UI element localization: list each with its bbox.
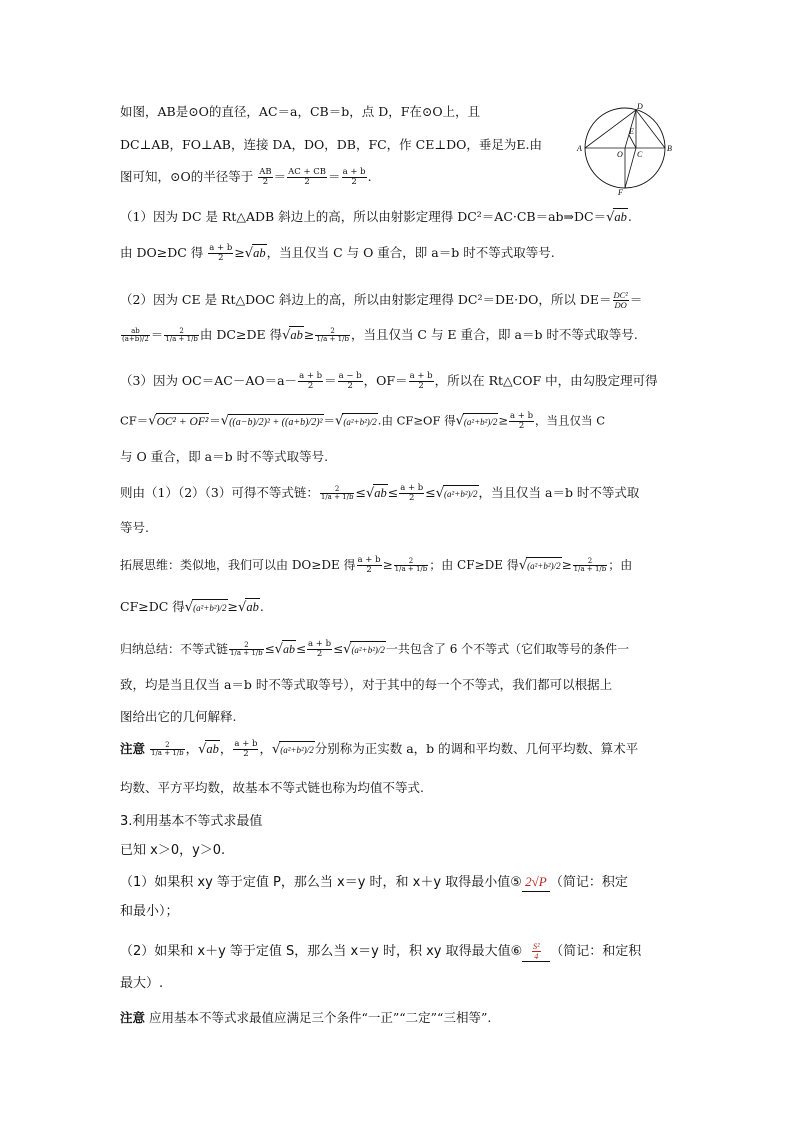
p2-text-2c: ，当且仅当 C 与 E 重合，即 a＝b 时不等式取等号. (350, 327, 638, 342)
fraction-den: 2 (262, 177, 269, 187)
summary-text-1e: 一共包含了 6 个不等式（它们取等号的条件一 (385, 642, 630, 656)
section-3-item-1-cont (120, 904, 179, 920)
p1-text-1: （1）因为 DC 是 Rt△ADB 斜边上的高，所以由射影定理得 DC²＝AC·CB＝ab⇒DC＝ (120, 209, 607, 224)
fraction-den: 2 (347, 381, 353, 391)
item-1-text-c: 和最小）； (120, 904, 179, 919)
fraction (258, 168, 272, 187)
intro-text-1: 如图，AB是⊙O的直径，AC＝a，CB＝b，点 D，F在⊙O上，且 (120, 104, 481, 119)
section-3-item-2-cont (120, 976, 163, 992)
item-2-text-a: （2）如果和 x＋y 等于定值 S，那么当 x＝y 时，积 xy 取得最大值⑥ (120, 944, 523, 959)
chain-text-1a: 则由（1）（2）（3）可得不等式链： (120, 485, 319, 500)
p2-line-2 (120, 326, 638, 344)
note2-text: 应用基本不等式求最值应满足三个条件“一正”“二定”“三相等”. (149, 1010, 492, 1025)
summary-text-3: 图给出它的几何解释. (120, 709, 237, 724)
ext-text-2a: CF≥DC 得 (120, 599, 185, 614)
fraction-num: 2 (320, 486, 355, 495)
summary-line-3 (120, 709, 236, 725)
symbol: . (627, 209, 632, 224)
label-e: E (629, 127, 634, 136)
radicand: ab (246, 600, 259, 614)
fraction (315, 328, 350, 344)
fraction-num: a + b (357, 555, 381, 565)
section-3-title (120, 814, 262, 830)
fraction-den: 2 (304, 177, 310, 187)
ext-line-1 (120, 556, 632, 575)
intro-line-3 (120, 168, 372, 187)
item-1-text-b: （简记：积定 (549, 875, 628, 890)
symbol: ＝ (209, 413, 221, 428)
fraction (233, 740, 258, 759)
note-label: 注意 (120, 741, 146, 756)
fraction-den: 1/a + 1/b (573, 565, 607, 573)
fraction (342, 168, 367, 187)
radicand: ab (374, 486, 387, 500)
symbol: ＝ (273, 169, 287, 184)
fraction-den: 1/a + 1/b (230, 649, 263, 657)
p1-text-2c: ，当且仅当 C 与 O 重合，即 a＝b 时不等式取等号. (266, 245, 555, 260)
p3-text-1a: （3）因为 OC＝AC－AO＝a－ (120, 373, 298, 388)
note1-line-2 (120, 780, 424, 796)
sqrt-icon: √ (220, 413, 230, 429)
fraction-num: a + b (409, 371, 433, 381)
p3-line-3 (120, 449, 328, 465)
symbol: ≥ (382, 558, 393, 572)
radicand: (a²+b²)/2 (279, 741, 314, 758)
symbol: ， (259, 741, 272, 756)
fraction (409, 372, 434, 391)
fraction-num: 2 (394, 558, 429, 567)
fraction (307, 640, 332, 659)
radicand: ab (206, 742, 219, 756)
sqrt-icon: √ (455, 413, 464, 429)
ext-text-1e: ；由 (608, 558, 633, 572)
intro-line-2 (120, 137, 542, 153)
p2-text-2a: 由 DC≥DE 得 (199, 327, 283, 342)
fraction (357, 556, 382, 575)
fraction-num: ab (121, 328, 150, 337)
p1-line-2 (120, 244, 555, 263)
fraction (164, 328, 199, 344)
fraction-num: a + b (400, 483, 424, 493)
symbol: ≤ (264, 642, 275, 656)
symbol: ≤ (333, 642, 344, 656)
fraction (208, 244, 233, 263)
fraction-num: a + b (342, 167, 366, 177)
fraction (229, 642, 264, 658)
answer-blank-6 (522, 942, 550, 962)
fraction-den: 1/a + 1/b (320, 493, 354, 501)
fraction-den: 2 (518, 421, 525, 431)
radicand: (a²+b²)/2 (342, 413, 377, 430)
radicand: (a²+b²)/2 (526, 557, 561, 574)
fraction (509, 412, 534, 431)
symbol: ， (219, 741, 233, 756)
radicand: ab (290, 328, 303, 342)
summary-line-2 (120, 677, 612, 693)
fraction-den: 2 (409, 493, 415, 503)
summary-line-1 (120, 640, 629, 659)
symbol: ≥ (227, 599, 239, 614)
chain-text-2: 等号. (120, 520, 149, 535)
radicand: (a²+b²)/2 (350, 641, 385, 658)
fraction-den: 2 (243, 749, 249, 759)
sqrt-icon: √ (335, 413, 344, 429)
symbol: . (259, 599, 264, 614)
p2-line-1 (120, 291, 642, 310)
symbol: ， (185, 741, 199, 756)
answer-blank-5 (522, 874, 550, 892)
fraction-den: 2 (418, 381, 424, 391)
radicand: (a²+b²)/2 (192, 599, 227, 616)
symbol: ＝ (629, 292, 643, 307)
ext-text-1a: 拓展思维：类似地，我们可以由 DO≥DE 得 (120, 558, 356, 572)
intro-text-3: 图可知，⊙O的半径等于 (120, 169, 254, 184)
ext-line-2 (120, 598, 264, 616)
fraction-den: 2 (218, 253, 224, 263)
p3-line-2 (120, 412, 605, 431)
fraction-num: DC² (613, 290, 628, 300)
sqrt-icon: √ (282, 328, 291, 343)
fraction-den: 1/a + 1/b (394, 565, 428, 573)
label-b: B (667, 144, 672, 153)
fraction-den: 1/a + 1/b (151, 749, 184, 757)
p1-text-2a: 由 DO≥DC 得 (120, 245, 204, 260)
fraction-num: a + b (510, 411, 534, 421)
label-o: O (617, 150, 623, 159)
chain-line-1 (120, 484, 639, 503)
fraction-num: AC + CB (288, 167, 327, 177)
fraction-den: 1/a + 1/b (316, 335, 349, 343)
sqrt-icon: √ (198, 742, 207, 757)
ext-text-1c: ；由 CF≥DE 得 (429, 558, 519, 572)
fraction-num: a − b (338, 371, 362, 381)
item-2-text-c: 最大）. (120, 976, 164, 991)
fraction-den: (a+b)/2 (122, 335, 149, 343)
symbol: ≤ (387, 485, 399, 500)
item-1-text-a: （1）如果积 xy 等于定值 P，那么当 x＝y 时，和 x＋y 取得最小值⑤ (120, 875, 522, 890)
answer-6 (532, 942, 541, 961)
sqrt-icon: √ (148, 413, 157, 429)
section-3-item-2 (120, 942, 641, 962)
p3-text-1b: ，OF＝ (363, 373, 408, 388)
sqrt-icon: √ (244, 246, 254, 261)
symbol: . (367, 169, 372, 184)
segment-fc (625, 148, 636, 188)
summary-text-2: 致，均是当且仅当 a＝b 时不等式取等号），对于其中的每一个不等式，我们都可以根据上 (120, 677, 613, 692)
radicand: (a²+b²)/2 (443, 485, 478, 502)
fraction-den: DO (614, 300, 627, 310)
fraction-num: 2 (315, 328, 350, 337)
section-3-title-text: 3.利用基本不等式求最值 (120, 814, 263, 829)
fraction-num: a + b (209, 243, 233, 253)
label-f: F (618, 188, 623, 196)
fraction (150, 742, 185, 758)
symbol: ＝ (328, 169, 341, 184)
note2-line (120, 1010, 491, 1026)
fraction-num: a + b (234, 739, 258, 749)
sqrt-icon: √ (271, 742, 281, 757)
note1-text-2: 均数、平方平均数，故基本不等式链也称为均值不等式. (120, 780, 424, 795)
fraction-den: 1/a + 1/b (165, 335, 198, 343)
segment-ce (629, 135, 636, 148)
symbol: ≤ (425, 485, 436, 500)
radicand: ab (282, 642, 295, 656)
intro-text-2: DC⊥AB，FO⊥AB，连接 DA，DO，DB，FC，作 CE⊥DO，垂足为E.由 (120, 137, 542, 152)
item-2-text-b: （简记：和定积 (550, 944, 642, 959)
p3-text-2d: ，当且仅当 C (535, 413, 606, 428)
fraction-num: 2 (573, 558, 608, 567)
sqrt-icon: √ (274, 642, 283, 657)
fraction-den: 2 (307, 381, 314, 391)
p3-text-3: 与 O 重合，即 a＝b 时不等式取等号. (120, 449, 329, 464)
label-d: D (637, 102, 643, 111)
section-3-given-text: 已知 x＞0，y＞0. (120, 843, 226, 858)
section-3-given (120, 843, 225, 859)
symbol: ＝ (324, 373, 337, 388)
sqrt-icon: √ (343, 642, 352, 657)
sqrt-icon: √ (184, 600, 194, 615)
fraction-num: AB (259, 167, 272, 177)
label-c: C (637, 150, 643, 159)
fraction-num: 2 (229, 642, 264, 651)
intro-line-1 (120, 104, 480, 120)
fraction (320, 486, 355, 502)
symbol: ＝ (323, 413, 336, 428)
fraction-num: S² (532, 941, 540, 951)
p2-text-1: （2）因为 CE 是 Rt△DOC 斜边上的高，所以由射影定理得 DC²＝DE·DO，所以 DE＝ (120, 292, 612, 307)
chain-text-1e: ，当且仅当 a＝b 时不等式取 (478, 485, 640, 500)
symbol: ＝ (150, 327, 164, 342)
section-3-item-1 (120, 874, 628, 892)
fraction (573, 558, 608, 574)
sqrt-icon: √ (435, 486, 445, 501)
summary-text-1a: 归纳总结：不等式链 (120, 642, 229, 656)
sqrt-icon: √ (365, 486, 375, 501)
fraction-num: 2 (150, 742, 185, 751)
fraction (399, 484, 424, 503)
fraction (121, 328, 150, 344)
chain-line-2 (120, 520, 149, 536)
symbol: ≤ (295, 642, 307, 656)
fraction (613, 291, 629, 310)
p3-text-2b: .由 CF≥OF 得 (377, 413, 456, 428)
label-a: A (577, 144, 582, 153)
fraction-den: 2 (316, 649, 323, 659)
fraction (298, 372, 323, 391)
sqrt-icon: √ (518, 558, 528, 573)
p1-line-1 (120, 208, 632, 226)
radicand: (a²+b²)/2 (463, 413, 498, 430)
circle-diagram (574, 100, 680, 196)
symbol: ≥ (303, 327, 315, 342)
fraction (287, 168, 327, 187)
fraction-num: a + b (308, 639, 332, 649)
sqrt-icon: √ (238, 600, 247, 615)
fraction-den: 4 (534, 951, 539, 961)
fraction-den: 2 (366, 565, 372, 575)
radicand: ((a−b)/2)² + ((a+b)/2)² (228, 414, 323, 431)
p3-text-1c: ，所以在 Rt△COF 中，由勾股定理可得 (434, 373, 658, 388)
fraction-num: 2 (164, 328, 199, 337)
radicand: OC² + OF² (156, 413, 210, 430)
fraction-num: a + b (299, 371, 323, 381)
sqrt-icon: √ (606, 210, 615, 225)
symbol: ≥ (234, 245, 245, 260)
symbol: ≥ (498, 413, 508, 428)
fraction (338, 372, 363, 391)
symbol: ≥ (561, 558, 572, 572)
radicand: ab (253, 246, 266, 260)
note1-text-1: 分别称为正实数 a，b 的调和平均数、几何平均数、算术平 (314, 741, 639, 756)
p3-text-2a: CF＝ (120, 413, 149, 428)
radicand: ab (614, 210, 627, 224)
p3-line-1 (120, 372, 658, 391)
fraction (394, 558, 429, 574)
answer-5: 2√P (525, 874, 547, 889)
note-label: 注意 (120, 1010, 146, 1025)
note1-line-1 (120, 740, 638, 759)
fraction-den: 2 (351, 177, 357, 187)
symbol: ≤ (355, 485, 366, 500)
